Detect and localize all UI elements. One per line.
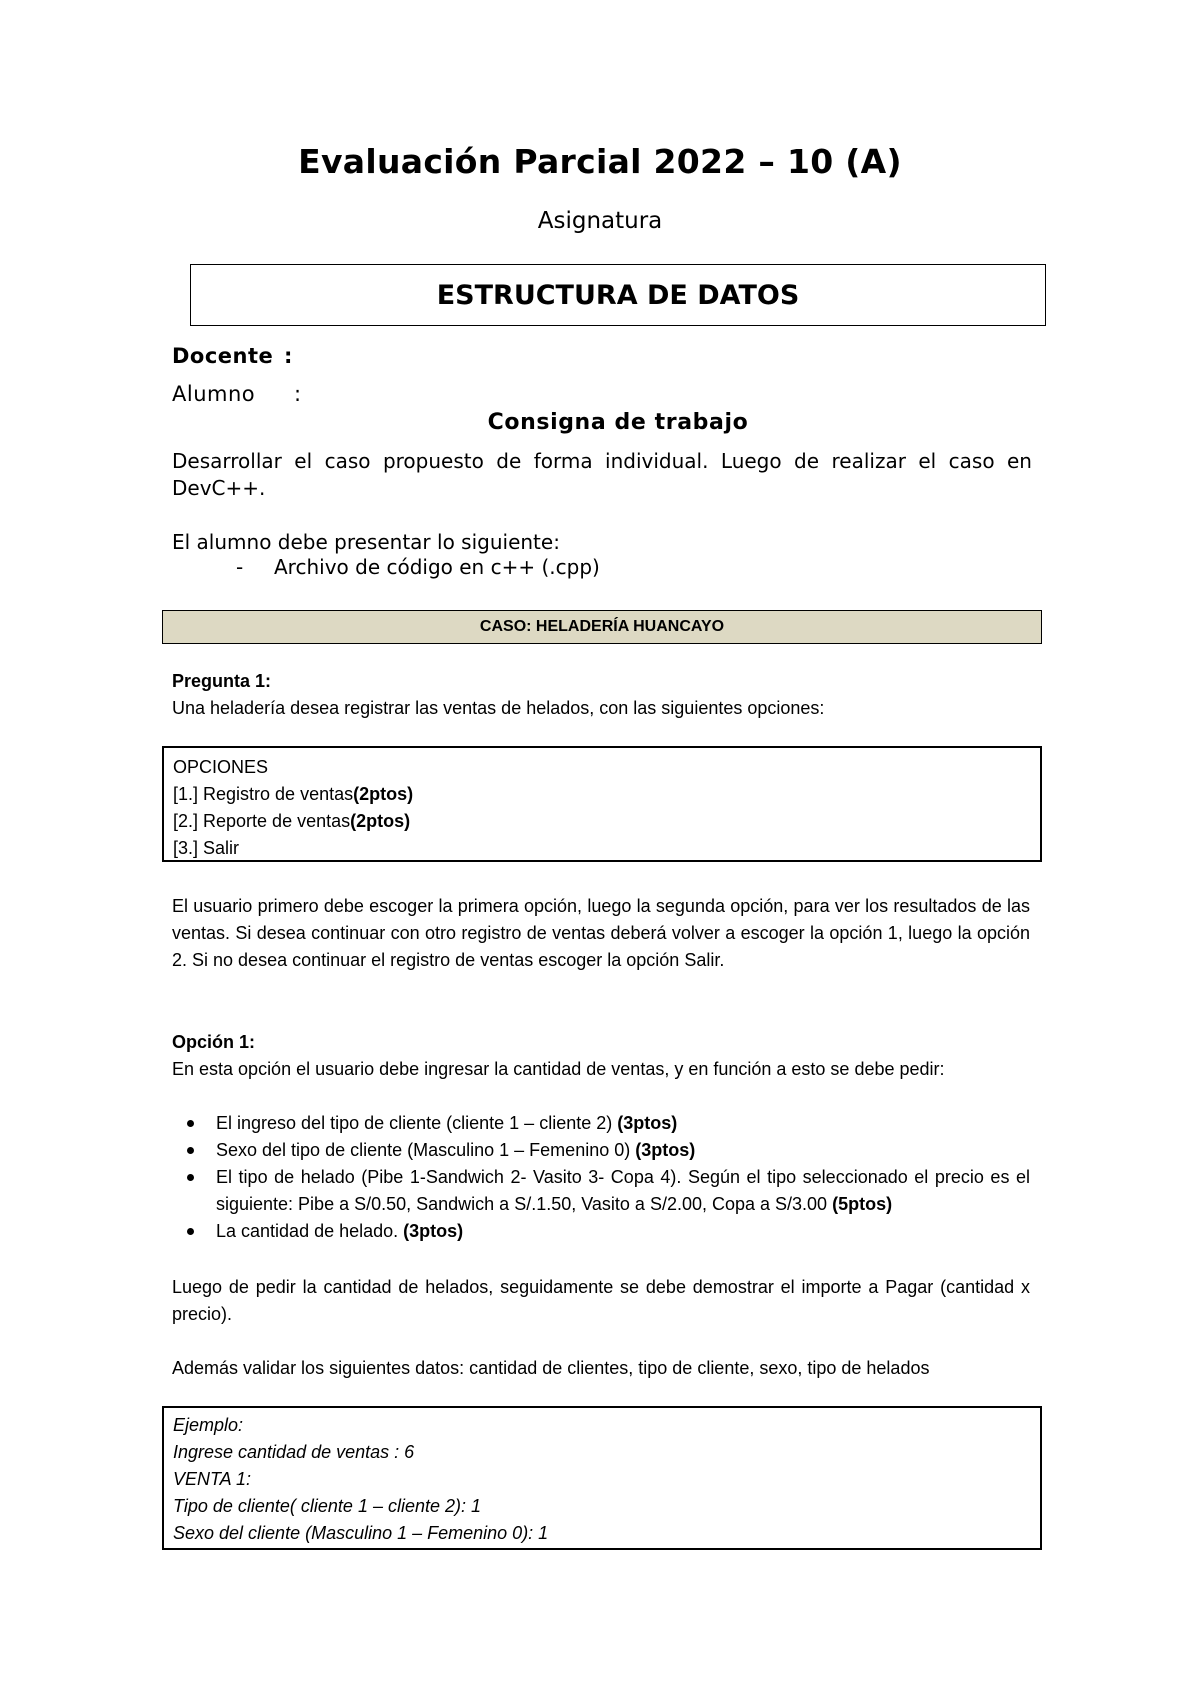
option-points: (2ptos) <box>353 784 414 804</box>
case-title-bar <box>162 610 1042 644</box>
docente-colon: : <box>284 344 293 368</box>
requirement-text: La cantidad de helado. <box>216 1221 404 1241</box>
option1-intro: En esta opción el usuario debe ingresar la cantidad de ventas, y en función a esto se debe pedir: <box>172 1059 945 1079</box>
deliverable-text: Archivo de código en c++ (.cpp) <box>274 555 600 579</box>
option-number: [2.] <box>173 811 199 831</box>
question-block <box>172 668 1032 722</box>
requirement-points: (5ptos) <box>832 1194 893 1214</box>
course-name-box <box>190 264 1046 326</box>
option-text: Reporte de ventas <box>198 811 351 831</box>
option1-label: Opción 1: <box>172 1032 256 1052</box>
consigna-paragraph: Desarrollar el caso propuesto de forma individual. Luego de realizar el caso en DevC++. <box>172 449 1032 500</box>
alumno-field <box>172 382 302 406</box>
question-text: Una heladería desea registrar las ventas de helados, con las siguientes opciones: <box>172 698 825 718</box>
alumno-label: Alumno <box>172 382 256 406</box>
list-item <box>172 1110 1030 1137</box>
option-item <box>173 808 1040 835</box>
option1-block <box>172 1029 1030 1083</box>
example-line: Ingrese cantidad de ventas : 6 <box>173 1442 415 1462</box>
document-title: Evaluación Parcial 2022 – 10 (A) <box>298 142 902 181</box>
payment-paragraph: Luego de pedir la cantidad de helados, seguidamente se debe demostrar el importe a Pagar (cantidad x precio). <box>172 1277 1030 1324</box>
option-text: Salir <box>198 838 240 858</box>
example-line: VENTA 1: <box>173 1469 252 1489</box>
option-points: (2ptos) <box>350 811 411 831</box>
validation-paragraph: Además validar los siguientes datos: cantidad de clientes, tipo de cliente, sexo, tipo de helados <box>172 1358 930 1378</box>
bullet-dot <box>187 1228 194 1235</box>
requirement-text: El tipo de helado (Pibe 1-Sandwich 2- Vasito 3- Copa 4). Según el tipo seleccionado el precio es el siguiente: Pibe a S/0.50, Sandwich a S/.1.50, Vasito a S/2.00, Copa a S/3.00 <box>216 1167 1030 1214</box>
requirement-points: (3ptos) <box>617 1113 678 1133</box>
question-label: Pregunta 1: <box>172 671 272 691</box>
requirements-list <box>172 1110 1030 1245</box>
option-number: [1.] <box>173 784 199 804</box>
present-intro: El alumno debe presentar lo siguiente: <box>172 530 560 554</box>
option-item <box>173 835 1040 862</box>
requirement-points: (3ptos) <box>403 1221 464 1241</box>
alumno-colon: : <box>294 382 302 406</box>
list-item <box>172 1218 1030 1245</box>
bullet-dot <box>187 1147 194 1154</box>
docente-label: Docente <box>172 344 274 368</box>
option-number: [3.] <box>173 838 199 858</box>
docente-field <box>172 344 293 368</box>
consigna-heading: Consigna de trabajo <box>487 410 749 435</box>
option-item <box>173 781 1040 808</box>
example-line: Sexo del cliente (Masculino 1 – Femenino 0): 1 <box>173 1523 549 1543</box>
dash-bullet: - <box>236 555 244 579</box>
case-title: CASO: HELADERÍA HUANCAYO <box>479 618 725 635</box>
bullet-dot <box>187 1174 194 1181</box>
list-item <box>172 1137 1030 1164</box>
requirement-text: Sexo del tipo de cliente (Masculino 1 – Femenino 0) <box>216 1140 636 1160</box>
example-line: Tipo de cliente( cliente 1 – cliente 2): 1 <box>173 1496 482 1516</box>
option-text: Registro de ventas <box>198 784 354 804</box>
example-line: Ejemplo: <box>173 1415 244 1435</box>
course-name: ESTRUCTURA DE DATOS <box>436 279 800 311</box>
requirement-text: El ingreso del tipo de cliente (cliente 1 – cliente 2) <box>216 1113 618 1133</box>
requirement-points: (3ptos) <box>635 1140 696 1160</box>
options-heading: OPCIONES <box>173 757 269 777</box>
flow-paragraph: El usuario primero debe escoger la primera opción, luego la segunda opción, para ver los resultados de las ventas. Si desea continuar con otro registro de ventas deberá volver a escoger la opción 1, luego la opción 2. Si no desea continuar el registro de ventas escoger la opción Salir. <box>172 896 1030 970</box>
options-box <box>162 746 1042 862</box>
bullet-dot <box>187 1120 194 1127</box>
subject-label: Asignatura <box>537 208 663 234</box>
example-box <box>162 1406 1042 1550</box>
list-item <box>172 1164 1030 1218</box>
